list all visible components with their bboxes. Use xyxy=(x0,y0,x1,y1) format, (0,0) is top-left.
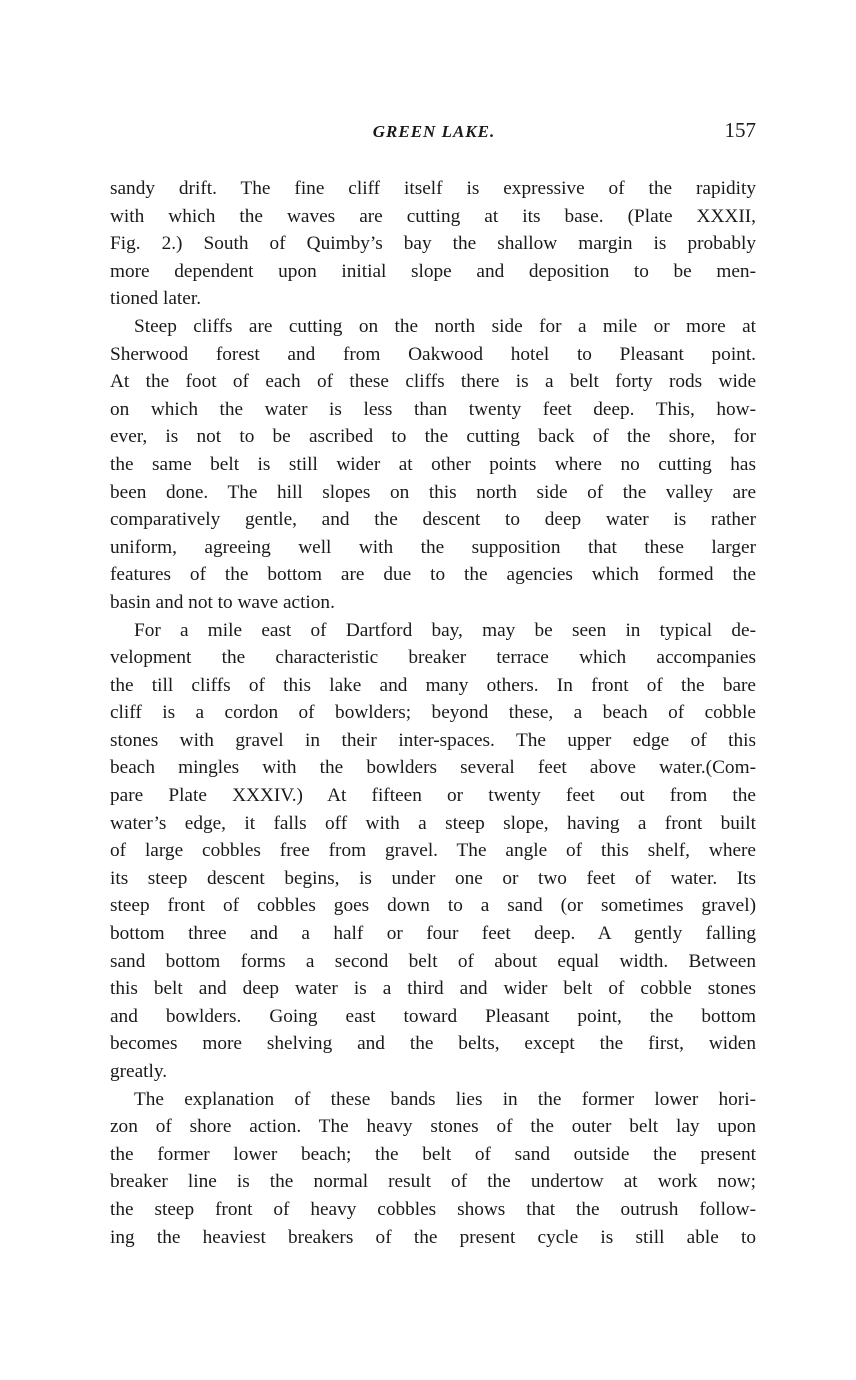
text-line: breaker line is the normal result of the undertow at work now; xyxy=(110,1171,756,1193)
text-line: the till cliffs of this lake and many others. In front of the bare xyxy=(110,674,756,696)
text-line: comparatively gentle, and the descent to deep water is rather xyxy=(110,509,756,531)
text-line: this belt and deep water is a third and wider belt of cobble stones xyxy=(110,978,756,1000)
text-line: sandy drift. The fine cliff itself is expressive of the rapidity xyxy=(110,178,756,199)
text-line: The explanation of these bands lies in the former lower hori- xyxy=(134,1088,756,1110)
text-line: its steep descent begins, is under one or two feet of water. Its xyxy=(110,867,756,889)
text-line: more dependent upon initial slope and deposition to be men- xyxy=(110,260,756,282)
text-line: been done. The hill slopes on this north side of the valley are xyxy=(110,481,756,503)
text-line: cliff is a cordon of bowlders; beyond these, a beach of cobble xyxy=(110,702,756,724)
paragraph xyxy=(110,313,756,617)
text-line: beach mingles with the bowlders several feet above water.(Com- xyxy=(110,757,756,779)
text-line: Sherwood forest and from Oakwood hotel to Pleasant point. xyxy=(110,343,756,365)
running-title: GREEN LAKE. xyxy=(372,122,496,141)
text-line: the steep front of heavy cobbles shows that the outrush follow- xyxy=(110,1198,756,1220)
text-line: Fig. 2.) South of Quimby’s bay the shallow margin is probably xyxy=(110,233,756,255)
text-line: stones with gravel in their inter-spaces. The upper edge of this xyxy=(110,729,756,751)
text-line: For a mile east of Dartford bay, may be seen in typical de- xyxy=(134,619,756,641)
text-line: becomes more shelving and the belts, except the first, widen xyxy=(110,1033,756,1055)
text-line: with which the waves are cutting at its base. (Plate XXXII, xyxy=(110,205,756,227)
page-number: 157 xyxy=(724,118,756,142)
text-line: ever, is not to be ascribed to the cutting back of the shore, for xyxy=(110,426,756,448)
text-line: water’s edge, it falls off with a steep slope, having a front built xyxy=(110,812,756,834)
text-line: features of the bottom are due to the agencies which formed the xyxy=(110,564,756,586)
text-line: ing the heaviest breakers of the present cycle is still able to xyxy=(110,1226,756,1248)
text-line: the former lower beach; the belt of sand outside the present xyxy=(110,1143,756,1165)
text-line: greatly. xyxy=(110,1061,168,1082)
text-line: zon of shore action. The heavy stones of the outer belt lay upon xyxy=(110,1116,756,1138)
text-line: Steep cliffs are cutting on the north side for a mile or more at xyxy=(134,315,756,337)
paragraph xyxy=(110,175,756,313)
text-line: and bowlders. Going east toward Pleasant point, the bottom xyxy=(110,1005,756,1027)
text-line: bottom three and a half or four feet deep. A gently falling xyxy=(110,923,756,945)
text-line: velopment the characteristic breaker terrace which accompanies xyxy=(110,647,756,669)
paragraph xyxy=(110,617,756,1086)
text-line: tioned later. xyxy=(110,288,202,310)
text-line: pare Plate XXXIV.) At fifteen or twenty feet out from the xyxy=(110,785,756,807)
text-line: basin and not to wave action. xyxy=(110,591,335,613)
running-head xyxy=(112,118,756,150)
text-line: steep front of cobbles goes down to a sand (or sometimes gravel) xyxy=(110,895,756,917)
text-line: the same belt is still wider at other points where no cutting has xyxy=(110,453,756,475)
text-line: sand bottom forms a second belt of about equal width. Between xyxy=(110,950,756,972)
text-line: on which the water is less than twenty feet deep. This, how- xyxy=(110,398,756,420)
text-line: At the foot of each of these cliffs there is a belt forty rods wide xyxy=(110,371,756,393)
text-line: uniform, agreeing well with the supposition that these larger xyxy=(110,536,756,558)
text-line: of large cobbles free from gravel. The angle of this shelf, where xyxy=(110,840,756,862)
paragraph xyxy=(110,1086,756,1252)
body-text xyxy=(110,175,756,1251)
